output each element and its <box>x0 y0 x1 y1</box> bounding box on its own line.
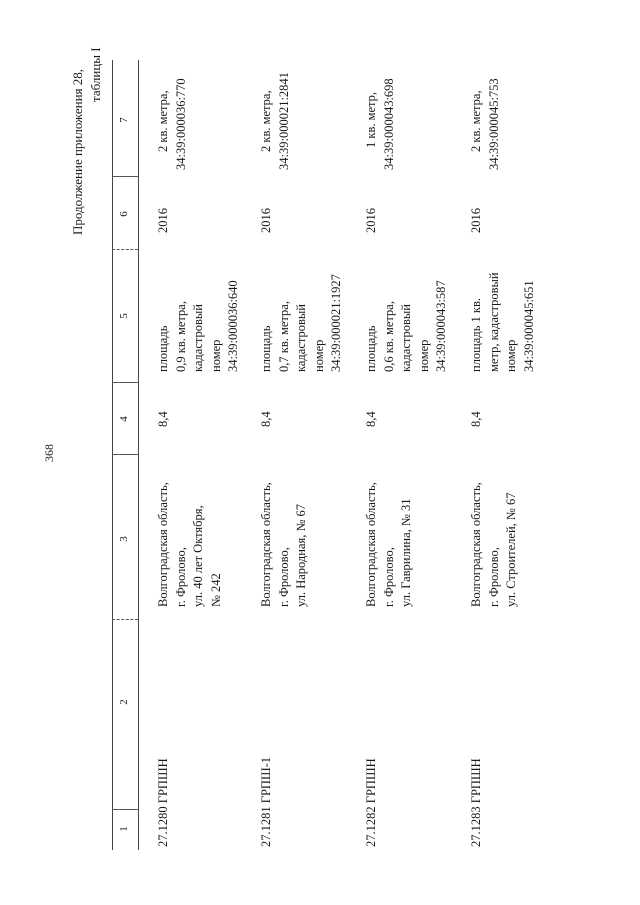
year-cell: 2016 <box>469 208 483 233</box>
extra-cell <box>468 78 503 170</box>
column-number: 2 <box>118 699 130 705</box>
address-line: г. Фролово, <box>381 547 396 607</box>
plot-line: 0,7 кв. метра, <box>276 301 291 372</box>
address-line: ул. Строителей, № 67 <box>504 492 518 607</box>
address-line: № 242 <box>208 573 223 607</box>
column-number: 1 <box>118 826 130 832</box>
plot-line: 0,6 кв. метра, <box>381 301 396 372</box>
plot-line: номер <box>311 339 326 372</box>
extra-line: 1 кв. метр, <box>364 91 378 148</box>
address-line: Волгоградская область, <box>259 482 273 607</box>
address-line: Волгоградская область, <box>156 482 170 607</box>
address-line: ул. Народная, № 67 <box>294 503 308 607</box>
plot-line: 34:39:000021:1927 <box>329 274 343 372</box>
object-code: ГРПШН <box>364 758 378 804</box>
column-number: 6 <box>118 211 130 217</box>
address-line: Волгоградская область, <box>469 482 483 607</box>
value-cell: 8,4 <box>364 411 378 427</box>
column-divider <box>112 382 138 383</box>
value-cell: 8,4 <box>469 411 483 427</box>
plot-description-cell <box>155 280 243 372</box>
plot-line: кадастровый <box>191 304 205 372</box>
address-line: ул. 40 лет Октября, <box>191 505 205 607</box>
row-number: 27.1282 <box>364 806 378 847</box>
address-line: г. Фролово, <box>173 547 188 607</box>
plot-line: 34:39:000045:651 <box>521 280 536 372</box>
extra-line: 34:39:000021:2841 <box>276 72 291 170</box>
plot-line: 0,9 кв. метра, <box>173 301 188 372</box>
address-cell <box>363 482 416 607</box>
header-bottom-rule <box>138 60 139 850</box>
extra-line: 34:39:000043:698 <box>381 78 396 170</box>
extra-line: 2 кв. метра, <box>259 90 273 152</box>
plot-line: кадастровый <box>399 304 413 372</box>
row-number-and-code <box>468 758 486 847</box>
table-heading-line-2: таблицы I <box>88 47 103 102</box>
year-cell: 2016 <box>259 208 273 233</box>
year-cell: 2016 <box>364 208 378 233</box>
address-cell <box>258 482 311 607</box>
row-number-and-code <box>258 757 276 847</box>
plot-description-cell <box>363 280 451 372</box>
object-code: ГРПШ-1 <box>259 757 273 804</box>
address-line: г. Фролово, <box>276 547 291 607</box>
row-number-and-code <box>363 758 381 847</box>
plot-line: площадь <box>156 325 170 372</box>
plot-line: метр, кадастровый <box>486 272 501 372</box>
value-cell: 8,4 <box>156 411 170 427</box>
plot-line: площадь <box>364 325 378 372</box>
column-divider <box>112 809 138 810</box>
extra-line: 34:39:000045:753 <box>486 78 501 170</box>
table-heading-line-1: Продолжение приложения 28, <box>70 68 85 235</box>
row-number: 27.1283 <box>469 806 483 847</box>
address-line: Волгоградская область, <box>364 482 378 607</box>
plot-line: площадь <box>259 325 273 372</box>
extra-line: 2 кв. метра, <box>156 90 170 152</box>
column-number: 7 <box>118 117 130 123</box>
plot-line: 34:39:000043:587 <box>434 280 448 372</box>
address-line: ул. Гаврилина, № 31 <box>399 498 413 607</box>
column-divider <box>112 249 138 250</box>
plot-line: номер <box>208 339 223 372</box>
extra-line: 34:39:000036:770 <box>173 78 188 170</box>
plot-line: номер <box>504 339 518 372</box>
extra-line: 2 кв. метра, <box>469 90 483 152</box>
plot-description-cell <box>258 274 346 372</box>
row-number: 27.1280 <box>156 806 170 847</box>
plot-line: кадастровый <box>294 304 308 372</box>
column-divider <box>112 454 138 455</box>
plot-line: 34:39:000036:640 <box>226 280 240 372</box>
extra-cell <box>155 78 190 170</box>
column-number: 5 <box>118 313 130 319</box>
extra-cell <box>363 78 398 170</box>
column-number: 4 <box>118 416 130 422</box>
plot-line: площадь 1 кв. <box>469 297 483 372</box>
value-cell: 8,4 <box>259 411 273 427</box>
year-cell: 2016 <box>156 208 170 233</box>
plot-line: номер <box>416 339 431 372</box>
address-cell <box>468 482 521 607</box>
column-divider <box>112 619 138 620</box>
column-divider <box>112 176 138 177</box>
row-number: 27.1281 <box>259 806 273 847</box>
object-code: ГРПШН <box>156 758 170 804</box>
column-number: 3 <box>118 536 130 542</box>
extra-cell <box>258 72 293 170</box>
object-code: ГРПШН <box>469 758 483 804</box>
row-number-and-code <box>155 758 173 847</box>
address-cell <box>155 482 225 607</box>
plot-description-cell <box>468 272 538 372</box>
page-number: 368 <box>42 444 56 462</box>
address-line: г. Фролово, <box>486 547 501 607</box>
table-top-rule <box>112 60 113 850</box>
